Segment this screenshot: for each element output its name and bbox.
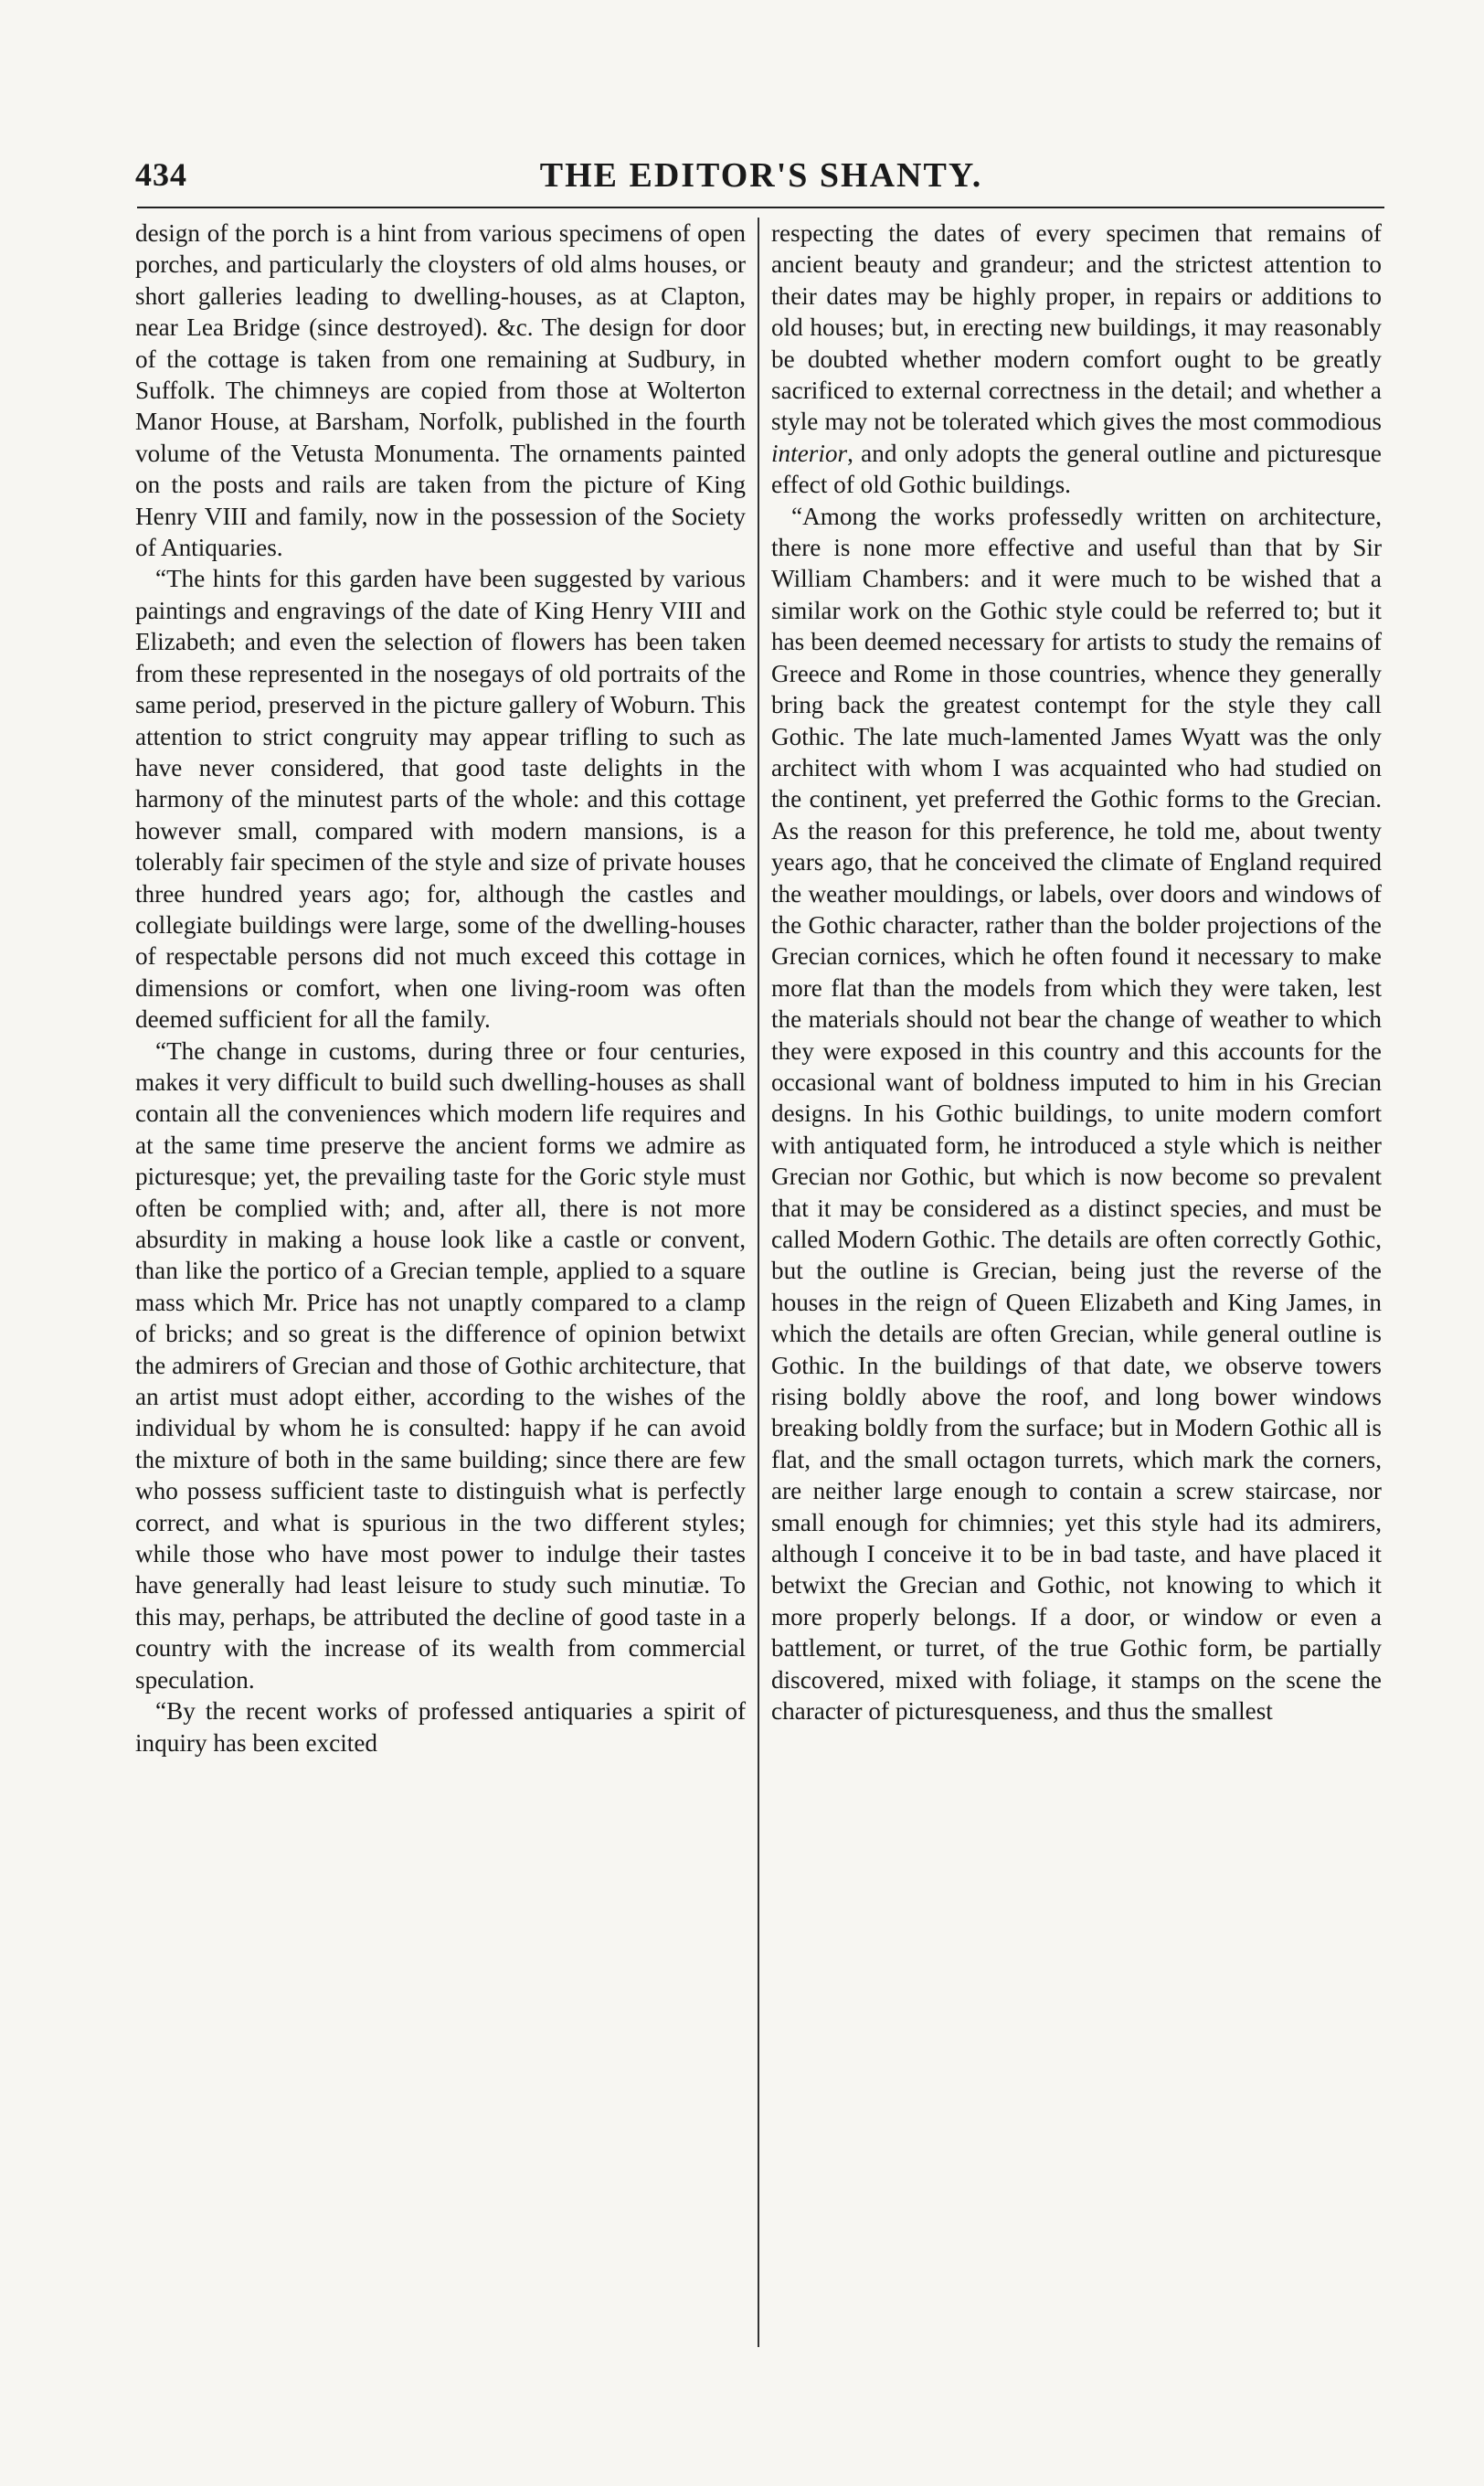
- running-title: THE EDITOR'S SHANTY.: [539, 156, 983, 195]
- paragraph-text: respecting the dates of every specimen that remains of ancient beauty and grandeur; and the strictest attention to their dates may be highly proper, in repairs or additions to old houses; but, in erecting new buildings, it may reasonably be doubted whether modern comfort ought to be greatly sacrificed to external correctness in the detail; and whether a style may not be tolerated which gives the most commodious: [771, 219, 1382, 436]
- page-number: 434: [135, 156, 187, 193]
- paragraph: “By the recent works of professed antiquaries a spirit of inquiry has been excited: [135, 1697, 746, 1757]
- italic-word: interior: [771, 439, 848, 467]
- paragraph: [771, 218, 1382, 501]
- page-header: [135, 155, 1387, 201]
- paragraph: “The change in customs, during three or four centuries, makes it very difficult to build such dwelling-houses as shall contain all the conveniences which modern life requires and at the same time preserve the ancient forms we admire as picturesque; yet, the prevailing taste for the Goric style must often be complied with; and, after all, there is not more absurdity in making a house look like a castle or convent, than like the portico of a Grecian temple, applied to a square mass which Mr. Price has not unaptly compared to a clamp of bricks; and so great is the difference of opinion betwixt the admirers of Grecian and those of Gothic architecture, that an artist must adopt either, according to the wishes of the individual by whom he is consulted: happy if he can avoid the mixture of both in the same building; since there are few who possess sufficient taste to distinguish what is perfectly correct, and what is spurious in the two different styles; while those who have most power to indulge their tastes have generally had least leisure to study such minutiæ. To this may, perhaps, be attributed the decline of good taste in a country with the increase of its wealth from commercial speculation.: [135, 1036, 746, 1694]
- column-divider: [758, 218, 759, 2347]
- paragraph: [771, 501, 1382, 1727]
- paragraph: “The hints for this garden have been suggested by various paintings and engravings of the date of King Henry VIII and Elizabeth; and even the selection of flowers has been taken from these represented in the nosegays of old portraits of the same period, preserved in the picture gallery of Woburn. This attention to strict congruity may appear trifling to such as have never considered, that good taste delights in the harmony of the minutest parts of the whole: and this cottage however small, compared with modern mansions, is a tolerably fair specimen of the style and size of private houses three hundred years ago; for, although the castles and collegiate buildings were large, some of the dwelling-houses of respectable persons did not much exceed this cottage in dimensions or comfort, when one living-room was often deemed sufficient for all the family.: [135, 565, 746, 1034]
- right-column: [771, 218, 1382, 1727]
- header-rule: [137, 207, 1384, 208]
- left-column: [135, 218, 746, 1758]
- paragraph: design of the porch is a hint from various specimens of open porches, and particularly the cloysters of old alms houses, or short galleries leading to dwelling-houses, as at Clapton, near Lea Bridge (since destroyed). &c. The design for door of the cottage is taken from one remaining at Sudbury, in Suffolk. The chimneys are copied from those at Wolterton Manor House, at Barsham, Norfolk, published in the fourth volume of the Vetusta Monumenta. The ornaments painted on the posts and rails are taken from the picture of King Henry VIII and family, now in the possession of the Society of Antiquaries.: [135, 219, 746, 562]
- paragraph-text: , and only adopts the general outline and picturesque effect of old Gothic buildings.: [771, 439, 1382, 499]
- paragraph-text: “Among the works professedly written on architecture, there is none more effective and useful than that by Sir William Chambers: and it were much to be wished that a similar work on the Gothic style could be referred to; but it has been deemed necessary for artists to study the remains of Greece and Rome in those countries, whence they generally bring back the greatest contempt for the style they call Gothic. The late much-lamented James Wyatt was the only architect with whom I was acquainted who had studied on the continent, yet preferred the Gothic forms to the Grecian. As the reason for this preference, he told me, about twenty years ago, that he conceived the climate of England required the weather mouldings, or labels, over doors and windows of the Gothic character, rather than the bolder projections of the Grecian cornices, which he often found it necessary to make more flat than the models from which they were taken, lest the materials should not bear the change of weather to which they were exposed in this country and this accounts for the occasional want of boldness imputed to him in his Grecian designs. In his Gothic buildings, to unite modern comfort with antiquated form, he introduced a style which is neither Grecian nor Gothic, but which is now become so prevalent that it may be considered as a distinct species, and must be called Modern Gothic. The details are often correctly Gothic, but the outline is Grecian, being just the reverse of the houses in the reign of Queen Elizabeth and King James, in which the details are often Grecian, while general outline is Gothic. In the buildings of that date, we observe towers rising boldly above the roof, and long bower windows breaking boldly from the surface; but in Modern Gothic all is flat, and the small octagon turrets, which mark the corners, are neither large enough to contain a screw staircase, nor small enough for chimnies; yet this style had its admirers, although I conceive it to be in bad taste, and have placed it betwixt the Grecian and Gothic, not knowing to which it more properly belongs. If a door, or window or even a battlement, or turret, of the true Gothic form, be partially discovered, mixed with foliage, it stamps on the scene the character of picturesqueness, and thus the smallest: [771, 502, 1382, 1726]
